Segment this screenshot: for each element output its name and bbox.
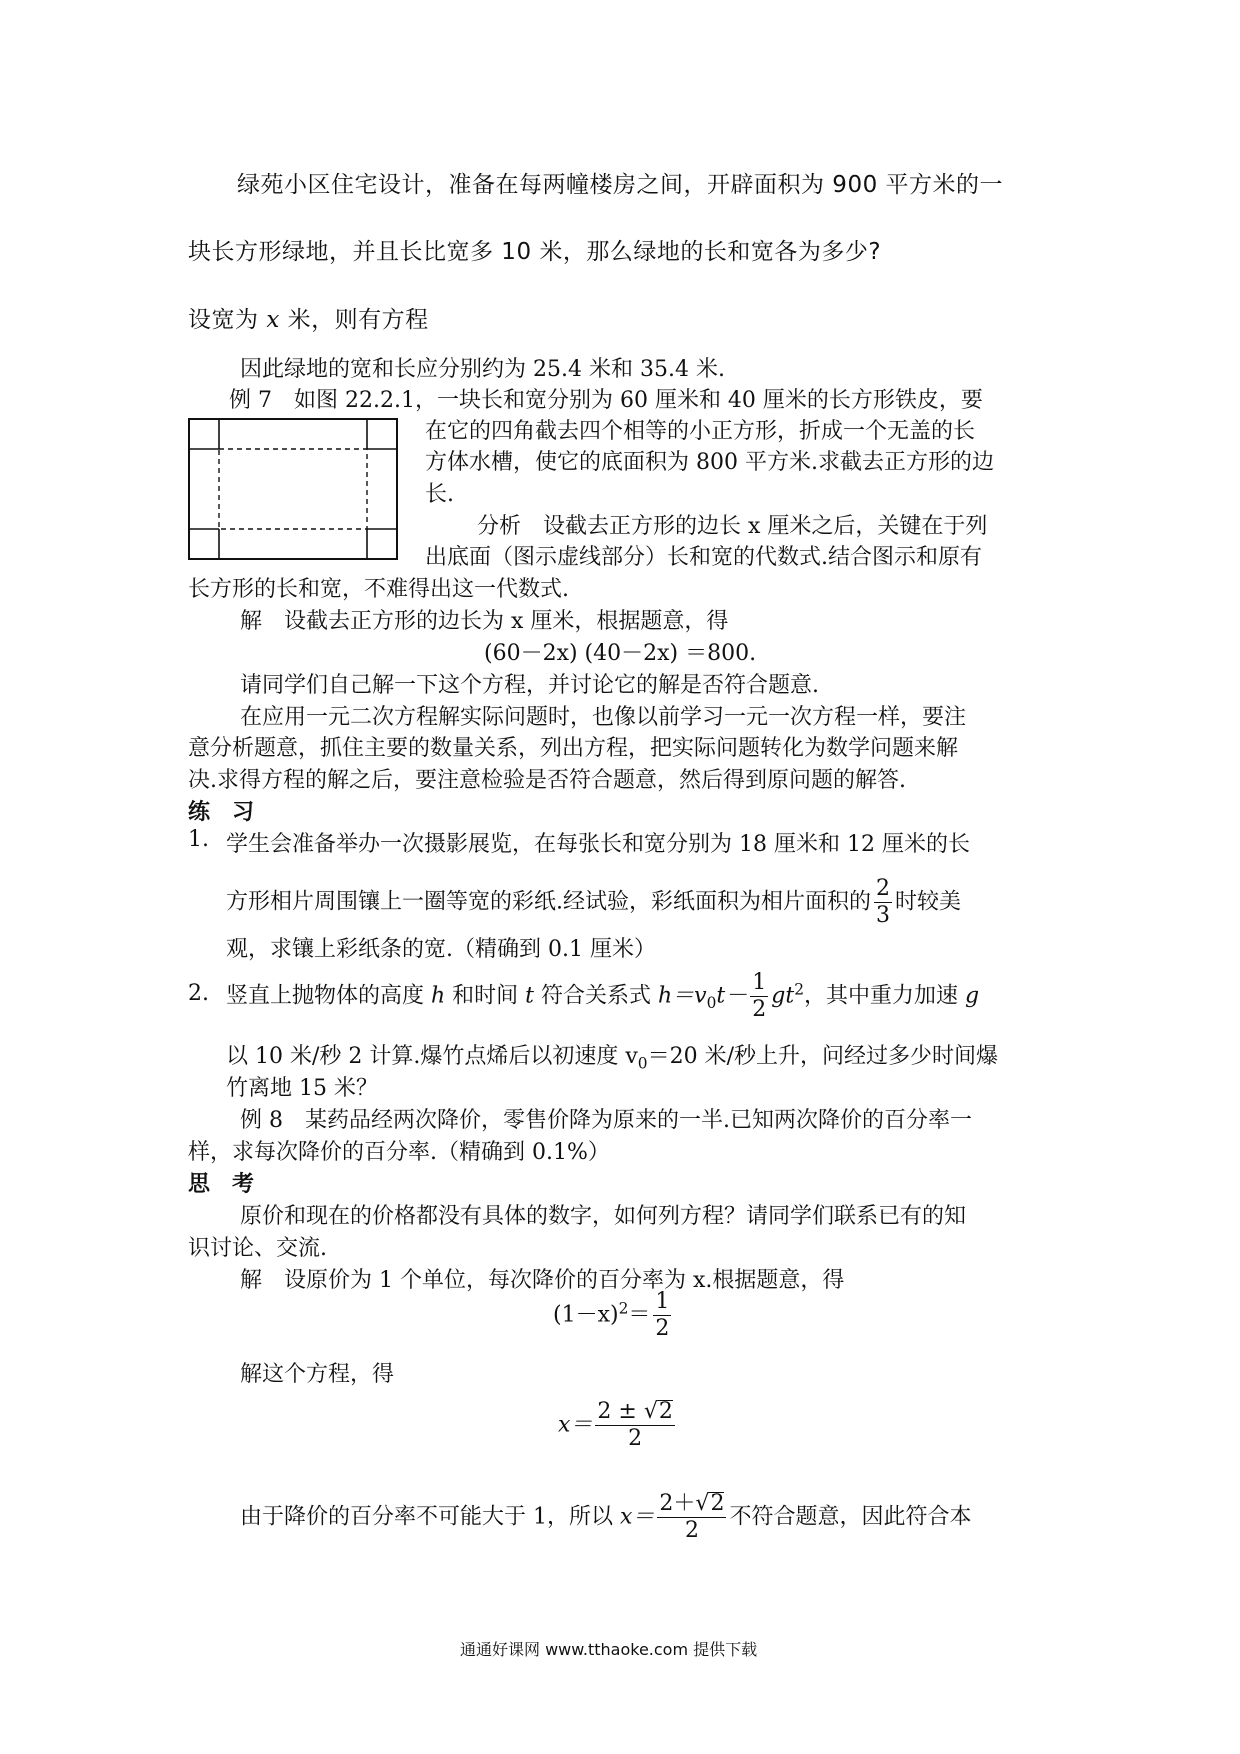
eq2-den: 2 (628, 1426, 643, 1452)
thinking-solution: 解 设原价为 1 个单位，每次降价的百分率为 x.根据题意，得 (240, 1268, 845, 1293)
q2-line-2 (226, 1039, 998, 1072)
intro-line-1: 绿苑小区住宅设计，准备在每两幢楼房之间，开辟面积为 900 平方米的一 (237, 172, 1004, 198)
after-line-1: 请同学们自己解一下这个方程，并讨论它的解是否符合题意. (240, 673, 819, 698)
q2-line-1c: 符合关系式 (534, 983, 659, 1009)
solve-text: 解这个方程，得 (240, 1362, 395, 1387)
q2-formula-sub: 0 (706, 994, 717, 1013)
final-line (240, 1492, 971, 1543)
analysis-line-2: 出底面（图示虚线部分）长和宽的代数式.结合图示和原有 (425, 545, 982, 570)
q2-line-1d: ，其中重力加速 (804, 983, 965, 1009)
final-x: x＝ (620, 1504, 655, 1530)
equation-1 (553, 1290, 674, 1341)
eq2-num-a: 2 ± (597, 1399, 644, 1424)
example8-line-1: 例 8 某药品经两次降价，零售价降为原来的一半.已知两次降价的百分率一 (240, 1108, 972, 1133)
final-sqrt: 2 (710, 1491, 725, 1516)
q1-frac-num: 2 (874, 877, 892, 903)
q2-line-1 (226, 971, 979, 1022)
example7-line-3: 方体水槽，使它的底面积为 800 平方米.求截去正方形的边 (425, 450, 994, 475)
eq1-fraction (653, 1290, 671, 1341)
q1-line-3: 观，求镶上彩纸条的宽.（精确到 0.1 厘米） (226, 937, 656, 962)
q1-line-2b: 时较美 (895, 889, 962, 915)
q1-line-2 (226, 877, 961, 928)
q2-h: h (431, 983, 446, 1009)
eq2-num: 2 ± √2 (595, 1400, 674, 1426)
after-line-3: 意分析题意，抓住主要的数量关系，列出方程，把实际问题转化为数学问题来解 (188, 736, 959, 761)
eq1-eq: ＝ (628, 1302, 651, 1328)
q1-frac-den: 3 (876, 903, 890, 929)
q2-formula-c: gt (771, 983, 795, 1009)
example7-line-1: 例 7 如图 22.2.1，一块长和宽分别为 60 厘米和 40 厘米的长方形铁皮，要 (229, 388, 983, 413)
footer-text: 通通好课网 www.tthaoke.com 提供下载 (460, 1640, 758, 1659)
thinking-line-2: 识讨论、交流. (188, 1236, 327, 1261)
example8-line-2: 样，求每次降价的百分率.（精确到 0.1%） (188, 1140, 610, 1165)
eq1-num: 1 (653, 1290, 671, 1316)
final-num: 2＋√2 (657, 1492, 726, 1518)
analysis-line-3: 长方形的长和宽，不难得出这一代数式. (188, 577, 569, 602)
after-line-4: 决.求得方程的解之后，要注意检验是否符合题意，然后得到原问题的解答. (188, 768, 906, 793)
q2-line-2-sub: 0 (637, 1054, 648, 1073)
q2-formula-sup: 2 (794, 980, 804, 999)
q2-t: t (525, 983, 535, 1009)
after-line-2: 在应用一元二次方程解实际问题时，也像以前学习一元一次方程一样，要注 (240, 705, 967, 730)
eq2-left: x＝ (558, 1412, 593, 1438)
q2-frac-den: 2 (752, 997, 767, 1023)
q1-number: 1. (188, 827, 209, 852)
final-fraction (657, 1492, 726, 1543)
final-a: 由于降价的百分率不可能大于 1，所以 (240, 1504, 620, 1530)
eq1-den: 2 (655, 1316, 670, 1342)
q2-formula-a: h＝v (658, 983, 707, 1009)
eq2-fraction (595, 1400, 674, 1451)
eq2-sqrt: 2 (658, 1399, 673, 1424)
eq1-sup: 2 (618, 1299, 629, 1318)
thinking-heading: 思 考 (188, 1172, 255, 1197)
q2-formula-b: t－ (716, 983, 748, 1009)
final-den: 2 (684, 1518, 699, 1544)
solution-line: 解 设截去正方形的边长为 x 厘米，根据题意，得 (240, 609, 729, 634)
intro-let-a: 设宽为 (188, 307, 267, 333)
equation-2 (558, 1400, 678, 1451)
q2-frac-num: 1 (750, 971, 768, 997)
final-b: 不符合题意，因此符合本 (729, 1504, 972, 1530)
final-num-a: 2＋ (659, 1491, 696, 1516)
thinking-line-1: 原价和现在的价格都没有具体的数字，如何列方程？请同学们联系已有的知 (240, 1204, 967, 1229)
q2-line-1b: 和时间 (445, 983, 526, 1009)
q2-number: 2. (188, 981, 209, 1006)
q1-fraction (874, 877, 892, 928)
eq1-left: (1－x) (553, 1302, 619, 1328)
q2-fraction (750, 971, 768, 1022)
figure-dashed-base (219, 449, 367, 529)
example7-line-2: 在它的四角截去四个相等的小正方形，折成一个无盖的长 (425, 419, 976, 444)
intro-let-line (188, 301, 429, 334)
practice-heading: 练 习 (188, 800, 255, 825)
q2-line-1a: 竖直上抛物体的高度 (226, 983, 431, 1009)
figure-22-2-1 (188, 418, 398, 560)
q2-line-3: 竹离地 15 米？ (226, 1076, 378, 1101)
q2-line-2b: ＝20 米/秒上升，问经过多少时间爆 (647, 1044, 998, 1069)
conclusion-1: 因此绿地的宽和长应分别约为 25.4 米和 35.4 米. (240, 357, 725, 382)
q2-line-2a: 以 10 米/秒 2 计算.爆竹点烯后以初速度 v (226, 1044, 638, 1069)
intro-let-b: 米，则有方程 (279, 307, 429, 333)
figure-outer-rect (189, 419, 397, 559)
intro-let-var: x (266, 307, 280, 333)
example7-line-4: 长. (425, 482, 454, 507)
q1-line-2a: 方形相片周围镶上一圈等宽的彩纸.经试验，彩纸面积为相片面积的 (226, 889, 871, 915)
intro-line-2: 块长方形绿地，并且长比宽多 10 米，那么绿地的长和宽各为多少? (188, 239, 882, 265)
equation-line: (60－2x) (40－2x) ＝800. (484, 641, 757, 666)
q2-g: g (965, 983, 980, 1009)
q1-line-1: 学生会准备举办一次摄影展览，在每张长和宽分别为 18 厘米和 12 厘米的长 (226, 832, 970, 857)
analysis-line-1: 分析 设截去正方形的边长 x 厘米之后，关键在于列 (477, 514, 988, 539)
